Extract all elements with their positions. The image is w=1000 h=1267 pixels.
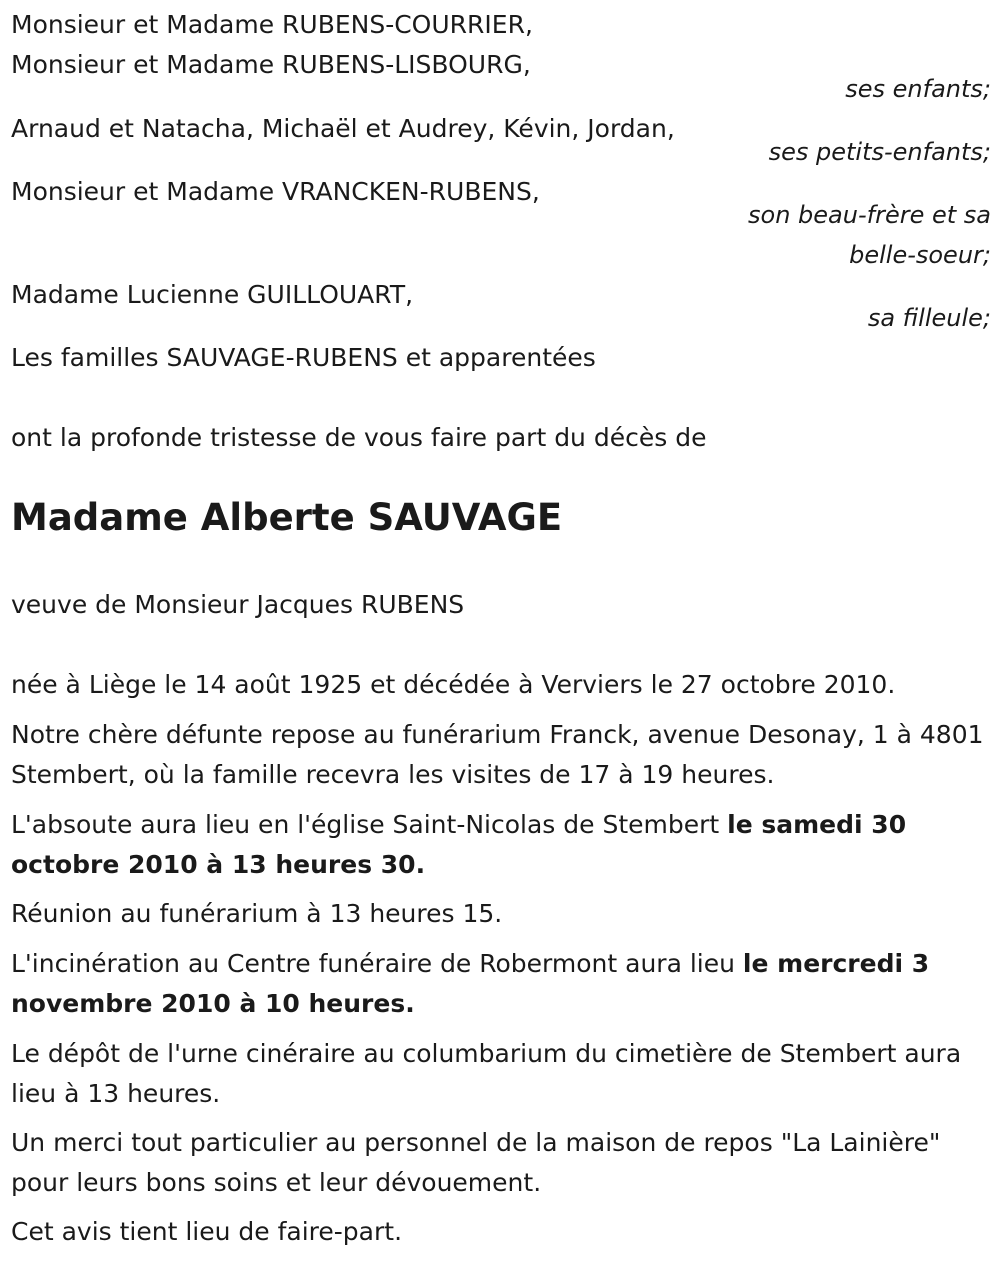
- relation-goddaughter: sa filleule;: [867, 304, 991, 332]
- announcement-text: ont la profonde tristesse de vous faire part du décès de: [11, 423, 707, 452]
- family-line-vrancken-rubens: Monsieur et Madame VRANCKEN-RUBENS,: [11, 177, 540, 206]
- family-line-families: Les familles SAUVAGE-RUBENS et apparentées: [11, 343, 596, 372]
- relation-inlaws-line1: son beau-frère et sa: [748, 201, 991, 229]
- absoute-text: L'absoute aura lieu en l'église Saint-Nicolas de Stembert: [11, 810, 728, 839]
- rest-paragraph: Notre chère défunte repose au funérarium Franck, avenue Desonay, 1 à 4801 Stembert, où la famille recevra les visites de 17 à 19 heures.: [11, 720, 984, 789]
- obituary-notice: [11, 0, 991, 1267]
- urn-paragraph: Le dépôt de l'urne cinéraire au columbarium du cimetière de Stembert aura lieu à 13 heures.: [11, 1039, 962, 1108]
- family-line-rubens-courrier: Monsieur et Madame RUBENS-COURRIER,: [11, 10, 533, 39]
- absoute-date: le samedi 30 octobre 2010 à 13 heures 30.: [11, 810, 907, 879]
- relation-grandchildren: ses petits-enfants;: [768, 138, 991, 166]
- notice-paragraph: Cet avis tient lieu de faire-part.: [11, 1217, 403, 1246]
- thanks-paragraph: Un merci tout particulier au personnel de la maison de repos "La Lainière" pour leurs bons soins et leur dévouement.: [11, 1128, 941, 1197]
- deceased-name: Madame Alberte SAUVAGE: [11, 496, 563, 539]
- widow-of: veuve de Monsieur Jacques RUBENS: [11, 590, 465, 619]
- incineration-date: le mercredi 3 novembre 2010 à 10 heures.: [11, 949, 930, 1018]
- family-line-grandchildren: Arnaud et Natacha, Michaël et Audrey, Kévin, Jordan,: [11, 114, 675, 143]
- absoute-paragraph: [11, 805, 986, 885]
- relation-children: ses enfants;: [845, 75, 991, 103]
- family-line-rubens-lisbourg: Monsieur et Madame RUBENS-LISBOURG,: [11, 50, 531, 79]
- family-line-guillouart: Madame Lucienne GUILLOUART,: [11, 280, 414, 309]
- incineration-text: L'incinération au Centre funéraire de Robermont aura lieu: [11, 949, 743, 978]
- reunion-paragraph: Réunion au funérarium à 13 heures 15.: [11, 899, 503, 928]
- relation-inlaws-line2: belle-soeur;: [849, 241, 991, 269]
- birth-death: née à Liège le 14 août 1925 et décédée à Verviers le 27 octobre 2010.: [11, 670, 896, 699]
- incineration-paragraph: [11, 944, 986, 1024]
